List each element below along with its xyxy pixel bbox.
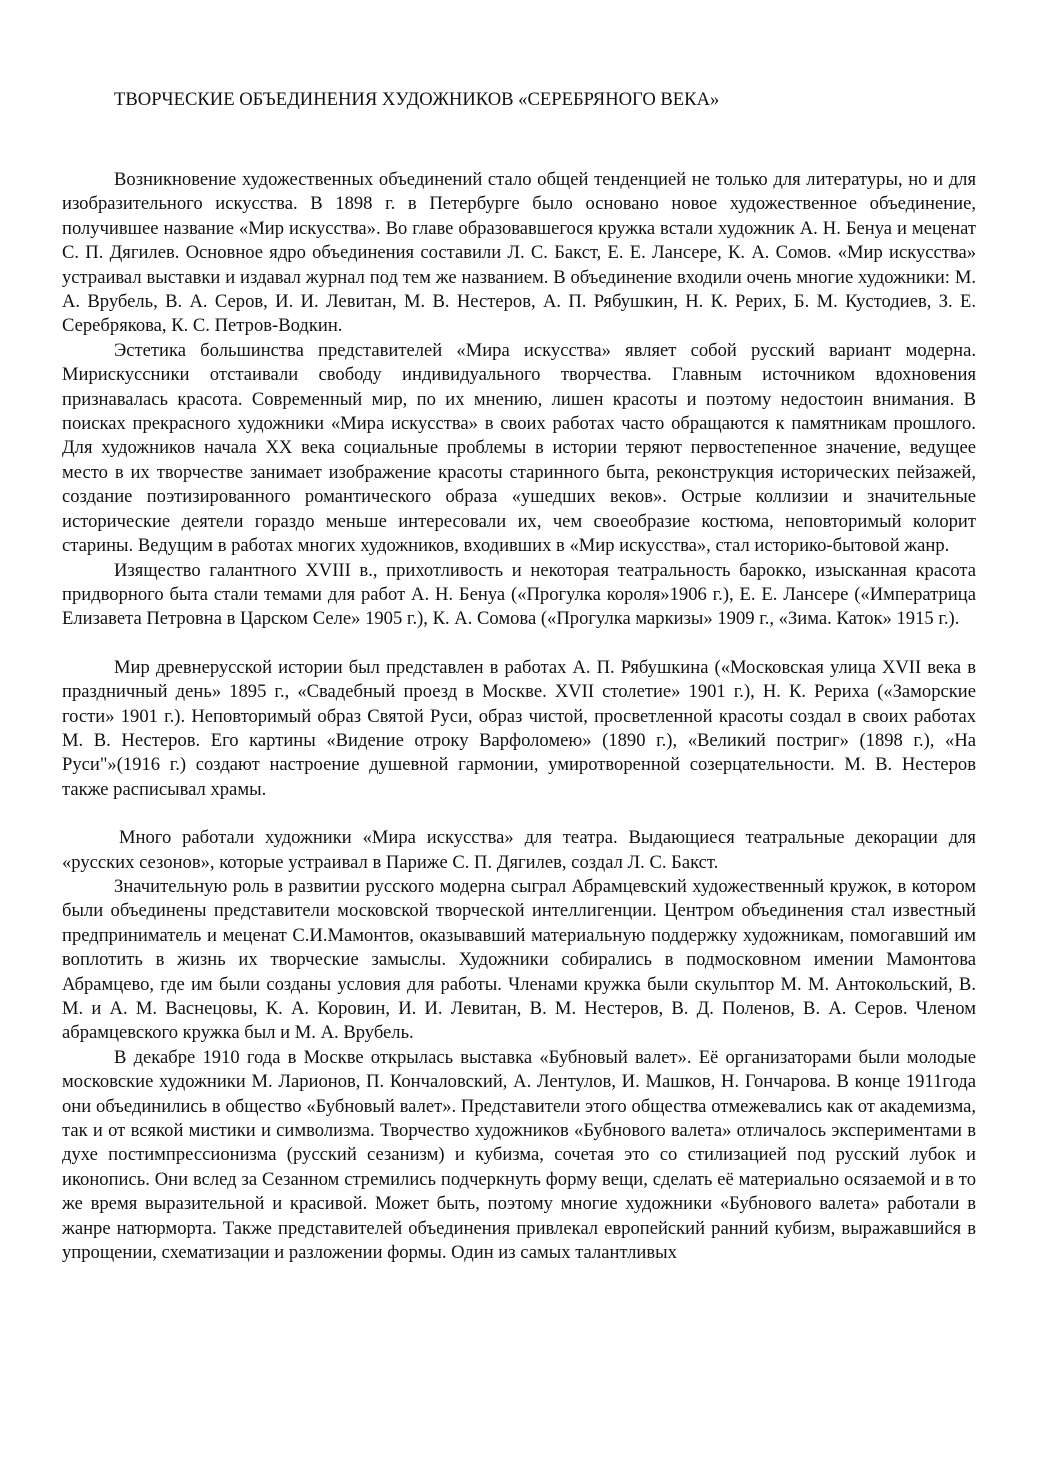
paragraph-abramtsevo-circle: Значительную роль в развитии русского модерна сыграл Абрамцевский художественный кружок, в котором были объединены представители московской творческой интеллигенции. Центром объединения стал известный предприниматель и меценат С.И.Мамонтов, оказывавший материальную поддержку художникам, помогавший им воплотить в жизнь их творческие замыслы. Художники собирались в подмосковном имении Мамонтова Абрамцево, где им были созданы условия для работы. Членами кружка были скульптор М. М. Антокольский, В. М. и А. М. Васнецовы, К. А. Коровин, И. И. Левитан, В. М. Нестеров, В. Д. Поленов, В. А. Серов. Членом абрамцевского кружка был и М. А. Врубель. [62, 875, 976, 1044]
document-page [62, 88, 976, 1458]
document-title: ТВОРЧЕСКИЕ ОБЪЕДИНЕНИЯ ХУДОЖНИКОВ «СЕРЕБРЯНОГО ВЕКА» [114, 89, 720, 110]
paragraph-gallant-xviii: Изящество галантного XVIII в., прихотливость и некоторая театральность барокко, изысканная красота придворного быта стали темами для работ А. Н. Бенуа («Прогулка короля»1906 г.), Е. Е. Лансере («Императрица Елизавета Петровна в Царском Селе» 1905 г.), К. А. Сомова («Прогулка маркизы» 1909 г., «Зима. Каток» 1915 г.). [62, 559, 976, 630]
paragraph-mir-iskusstva-aesthetics: Эстетика большинства представителей «Мира искусства» являет собой русский вариант модерна. Мирискуссники отстаивали свободу индивидуального творчества. Главным источником вдохновения признавалась красота. Современный мир, по их мнению, лишен красоты и поэтому недостоин внимания. В поисках прекрасного художники «Мира искусства» в своих работах часто обращаются к памятникам прошлого. Для художников начала XX века социальные проблемы в истории теряют первостепенное значение, ведущее место в их творчестве занимает изображение красоты старинного быта, реконструкция исторических пейзажей, создание поэтизированного романтического образа «ушедших веков». Острые коллизии и значительные исторические деятели гораздо меньше интересовали их, чем своеобразие костюма, неповторимый колорит старины. Ведущим в работах многих художников, входивших в «Мир искусства», стал историко-бытовой жанр. [62, 339, 976, 557]
paragraph-jack-of-diamonds: В декабре 1910 года в Москве открылась выставка «Бубновый валет». Её организаторами были молодые московские художники М. Ларионов, П. Кончаловский, А. Лентулов, И. Машков, Н. Гончарова. В конце 1911года они объединились в общество «Бубновый валет». Представители этого общества отмежевались как от академизма, так и от всякой мистики и символизма. Творчество художников «Бубнового валета» отличалось экспериментами в духе постимпрессионизма (русский сезанизм) и кубизма, сочетая это со стилизацией под русский лубок и иконопись. Они вслед за Сезанном стремились подчеркнуть форму вещи, сделать её материально осязаемой и в то же время выразительной и красивой. Может быть, поэтому многие художники «Бубнового валета» работали в жанре натюрморта. Также представителей объединения привлекал европейский ранний кубизм, выражавшийся в упрощении, схематизации и разложении формы. Один из самых талантливых [62, 1046, 976, 1264]
paragraph-theatre: Много работали художники «Мира искусства» для театра. Выдающиеся театральные декорации для «русских сезонов», которые устраивал в Париже С. П. Дягилев, создал Л. С. Бакст. [62, 827, 976, 873]
paragraph-mir-iskusstva-founding: Возникновение художественных объединений стало общей тенденцией не только для литературы, но и для изобразительного искусства. В 1898 г. в Петербурге было основано новое художественное объединение, получившее название «Мир искусства». Во главе образовавшегося кружка встали художник А. Н. Бенуа и меценат С. П. Дягилев. Основное ядро объединения составили Л. С. Бакст, Е. Е. Лансере, К. А. Сомов. «Мир искусства» устраивал выставки и издавал журнал под тем же названием. В объединение входили очень многие художники: М. А. Врубель, В. А. Серов, И. И. Левитан, М. В. Нестеров, А. П. Рябушкин, Н. К. Рерих, Б. М. Кустодиев, З. Е. Серебрякова, К. С. Петров-Водкин. [62, 169, 976, 337]
paragraph-old-russian-history: Мир древнерусской истории был представлен в работах А. П. Рябушкина («Московская улица XVII века в праздничный день» 1895 г., «Свадебный проезд в Москве. XVII столетие» 1901 г.), Н. К. Рериха («Заморские гости» 1901 г.). Неповторимый образ Святой Руси, образ чистой, просветленной красоты создал в своих работах М. В. Нестеров. Его картины «Видение отроку Варфоломею» (1890 г.), «Великий постриг» (1898 г.), «На Руси"»(1916 г.) создают настроение душевной гармонии, умиротворенной созерцательности. М. В. Нестеров также расписывал храмы. [62, 656, 976, 800]
